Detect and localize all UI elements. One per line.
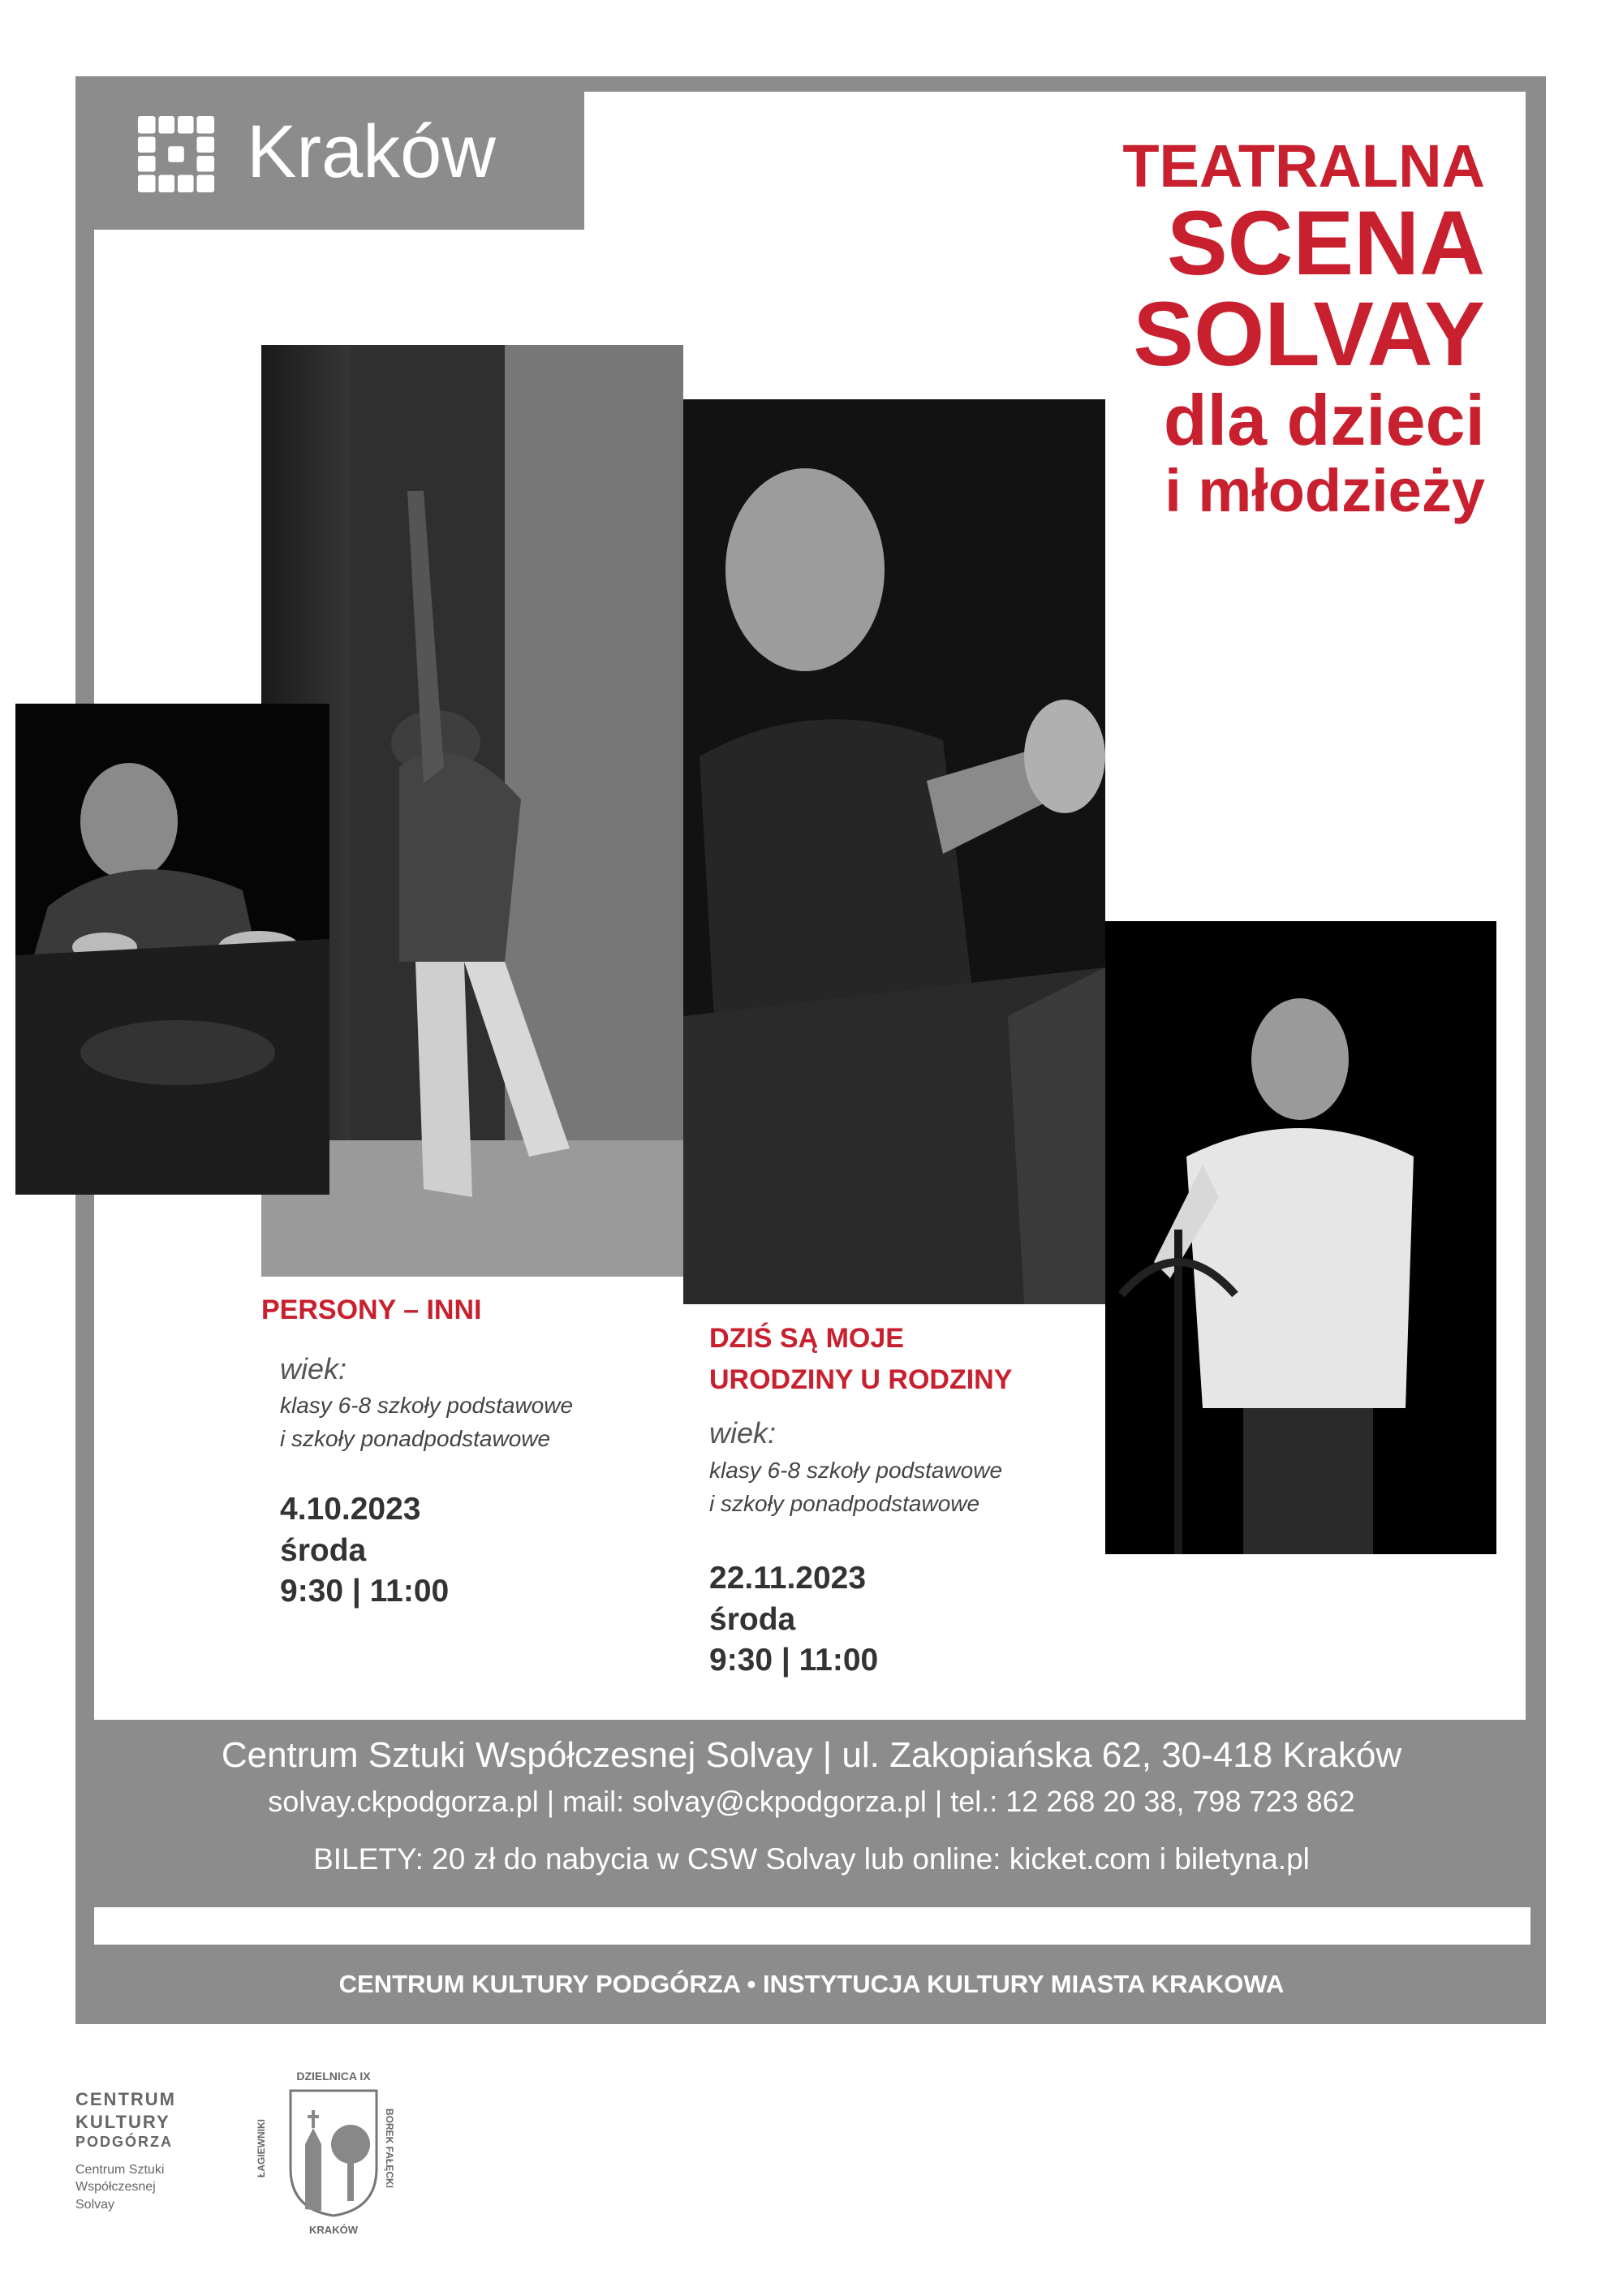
show-2-date: 22.11.2023 [709, 1561, 867, 1596]
show-1-title: PERSONY – INNI [261, 1294, 482, 1325]
title-line-3: SOLVAY [1133, 283, 1485, 385]
ckp-logo-line-1: CENTRUM [75, 2089, 176, 2109]
ckp-sub-line-3: Solvay [75, 2197, 115, 2212]
poster-title [1122, 132, 1485, 524]
title-line-1: TEATRALNA [1122, 132, 1485, 200]
institution-footer: CENTRUM KULTURY PODGÓRZA • INSTYTUCJA KULTURY MIASTA KRAKOWA [338, 1970, 1285, 1998]
crest-shield-icon [287, 2087, 380, 2217]
venue-address: Centrum Sztuki Współczesnej Solvay | ul. Zakopiańska 62, 30-418 Kraków [221, 1735, 1402, 1775]
tickets-info: BILETY: 20 zł do nabycia w CSW Solvay lub online: kicket.com i biletyna.pl [313, 1842, 1310, 1876]
venue-contact: solvay.ckpodgorza.pl | mail: solvay@ckpodgorza.pl | tel.: 12 268 20 38, 798 723 862 [268, 1785, 1355, 1818]
crest-left-text: ŁAGIEWNIKI [256, 2119, 267, 2178]
show-1-weekday: środa [280, 1532, 367, 1568]
crest-bottom-text: KRAKÓW [309, 2224, 358, 2236]
show-2-age-line-2: i szkoły ponadpodstawowe [709, 1490, 980, 1516]
ckp-logo [75, 2088, 176, 2213]
show-1-age-label: wiek: [280, 1352, 347, 1385]
show-2-schedule [709, 1558, 878, 1682]
title-line-2: SCENA [1166, 192, 1485, 294]
show-2-age-details [709, 1454, 1002, 1520]
title-line-5: i młodzieży [1165, 457, 1485, 524]
title-line-4: dla dzieci [1163, 380, 1485, 460]
show-1-times: 9:30 | 11:00 [280, 1574, 450, 1609]
photo-actor-with-coat-rack [1105, 921, 1496, 1554]
show-2-title [709, 1318, 1012, 1401]
show-1-age-line-2: i szkoły ponadpodstawowe [280, 1425, 551, 1451]
show-1-age-line-1: klasy 6-8 szkoły podstawowe [280, 1393, 574, 1418]
white-separator-band [94, 1907, 1530, 1945]
show-2-title-line-2: URODZINY U RODZINY [709, 1364, 1013, 1395]
ckp-logo-line-3: PODGÓRZA [75, 2134, 174, 2150]
ckp-sub-line-1: Centrum Sztuki [75, 2162, 165, 2177]
show-1-age-details [280, 1389, 573, 1455]
crest-top-text: DZIELNICA IX [296, 2070, 371, 2083]
show-2-weekday: środa [709, 1601, 796, 1637]
district-crest [256, 2070, 403, 2248]
show-1-schedule [280, 1489, 449, 1613]
show-2-age-line-1: klasy 6-8 szkoły podstawowe [709, 1458, 1003, 1483]
photo-actor-reaching [683, 399, 1105, 1304]
show-2-times: 9:30 | 11:00 [709, 1643, 879, 1678]
ckp-sub-line-2: Współczesnej [75, 2180, 156, 2195]
show-1-date: 4.10.2023 [280, 1492, 421, 1527]
show-2-age-label: wiek: [709, 1416, 777, 1450]
show-2-title-line-1: DZIŚ SĄ MOJE [709, 1323, 904, 1354]
crest-right-text: BOREK FAŁĘCKI [384, 2108, 396, 2189]
krakow-logo-icon [136, 114, 216, 194]
ckp-logo-line-2: KULTURY [75, 2111, 170, 2132]
krakow-logo-text: Kraków [247, 110, 496, 193]
photo-actor-on-table [15, 704, 329, 1195]
